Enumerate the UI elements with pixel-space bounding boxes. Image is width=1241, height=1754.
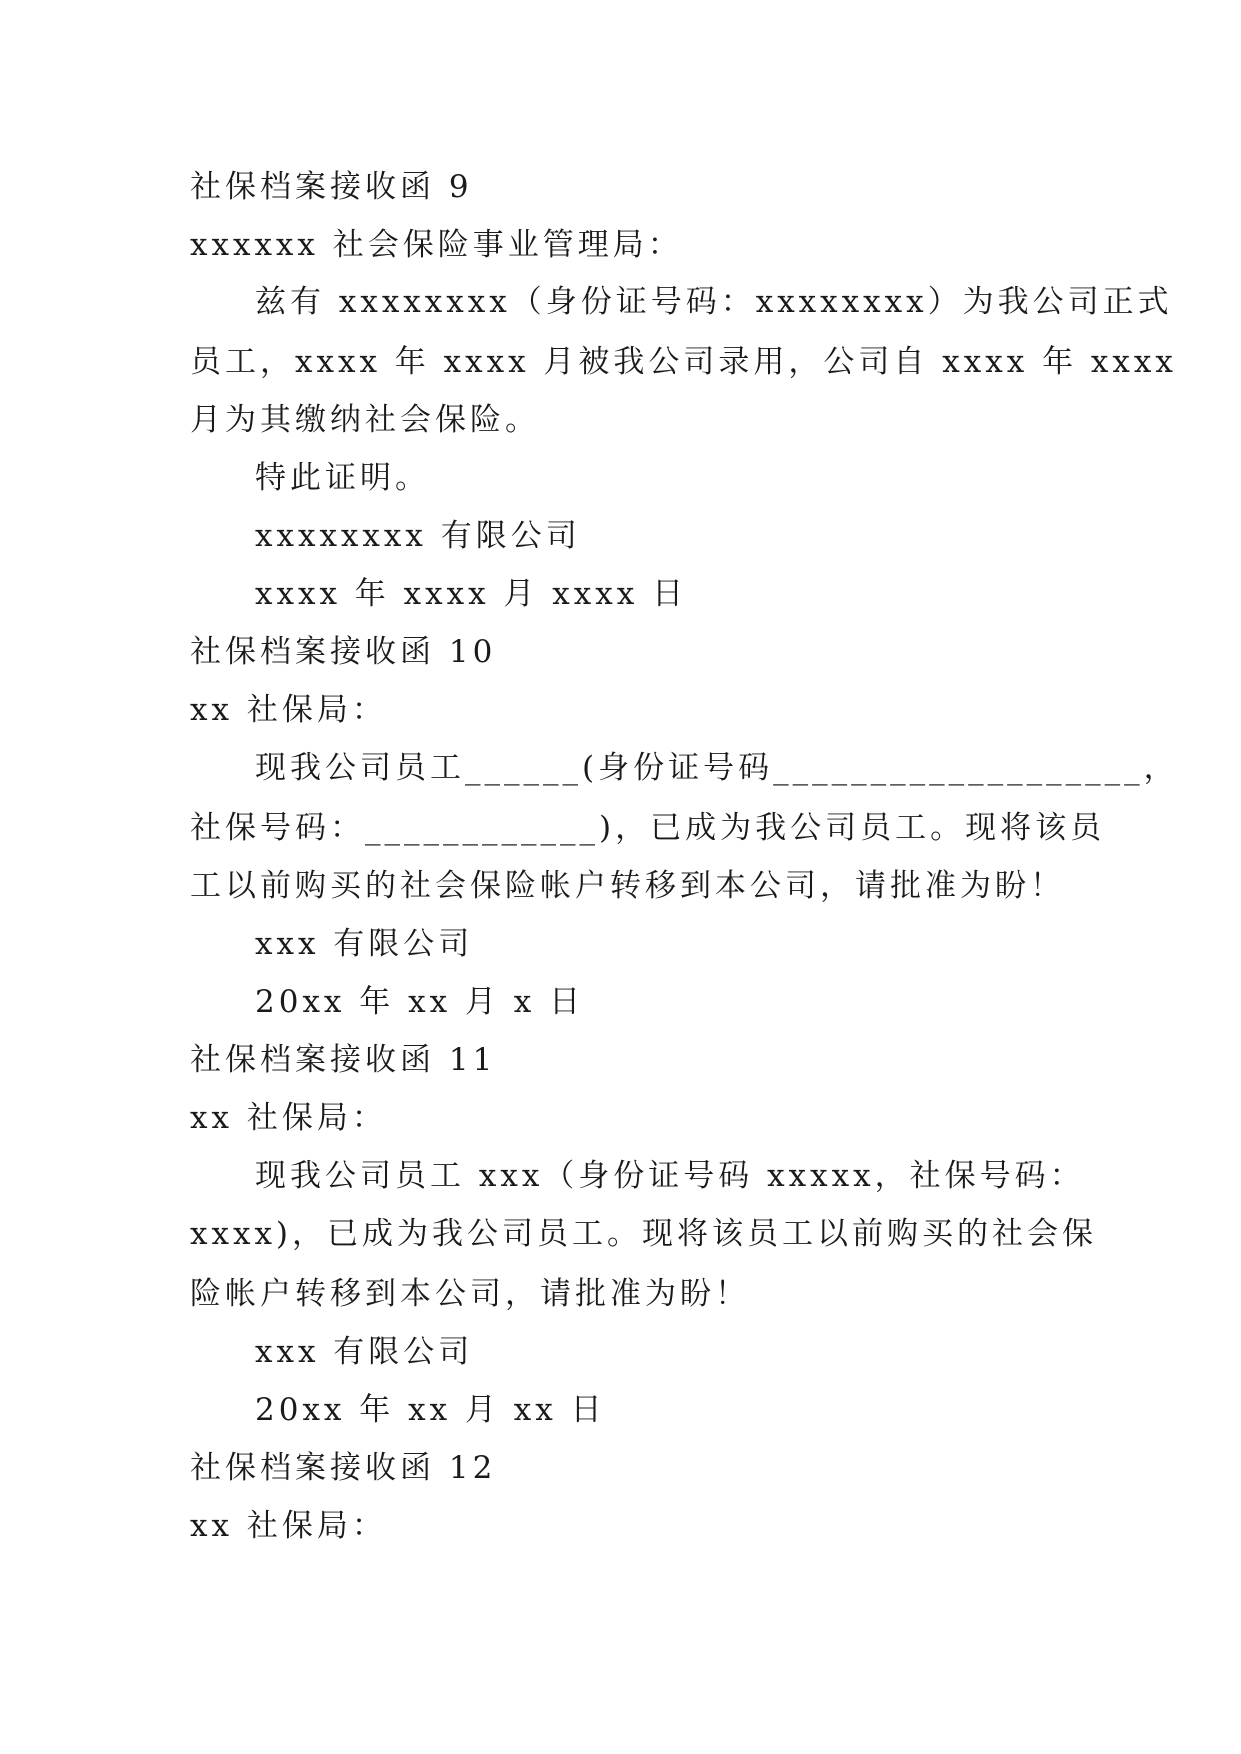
letter-11-company: xxx 有限公司 — [255, 1334, 474, 1370]
letter-9-title: 社保档案接收函 9 — [190, 169, 473, 205]
letter-10-recipient: xx 社保局： — [190, 692, 387, 728]
letter-11-body-line: 现我公司员工 xxx（身份证号码 xxxxx，社保号码： — [255, 1158, 1085, 1194]
letter-10-title: 社保档案接收函 10 — [190, 634, 497, 670]
letter-11-date: 20xx 年 xx 月 xx 日 — [255, 1392, 606, 1428]
letter-10-company: xxx 有限公司 — [255, 926, 474, 962]
letter-11-body-line: xxxx)，已成为我公司员工。现将该员工以前购买的社会保 — [190, 1216, 1098, 1252]
letter-10-body-line: 现我公司员工______(身份证号码___________________， — [255, 750, 1179, 786]
letter-10-date: 20xx 年 xx 月 x 日 — [255, 984, 585, 1020]
letter-9-body-line: 兹有 xxxxxxxx（身份证号码：xxxxxxxx）为我公司正式 — [255, 284, 1173, 320]
letter-9-recipient: xxxxxx 社会保险事业管理局： — [190, 227, 683, 263]
letter-9-date: xxxx 年 xxxx 月 xxxx 日 — [255, 576, 688, 612]
letter-12-recipient: xx 社保局： — [190, 1508, 387, 1544]
letter-11-body-line: 险帐户转移到本公司，请批准为盼！ — [190, 1276, 750, 1312]
letter-9-company: xxxxxxxx 有限公司 — [255, 518, 581, 554]
letter-9-closing: 特此证明。 — [255, 460, 430, 496]
letter-10-body-line: 社保号码：____________)，已成为我公司员工。现将该员 — [190, 810, 1106, 846]
letter-12-title: 社保档案接收函 12 — [190, 1450, 497, 1486]
letter-9-body-line: 员工，xxxx 年 xxxx 月被我公司录用，公司自 xxxx 年 xxxx — [190, 344, 1177, 380]
letter-9-body-line: 月为其缴纳社会保险。 — [190, 402, 540, 438]
letter-11-title: 社保档案接收函 11 — [190, 1042, 497, 1078]
letter-11-recipient: xx 社保局： — [190, 1100, 387, 1136]
letter-10-body-line: 工以前购买的社会保险帐户转移到本公司，请批准为盼！ — [190, 868, 1065, 904]
